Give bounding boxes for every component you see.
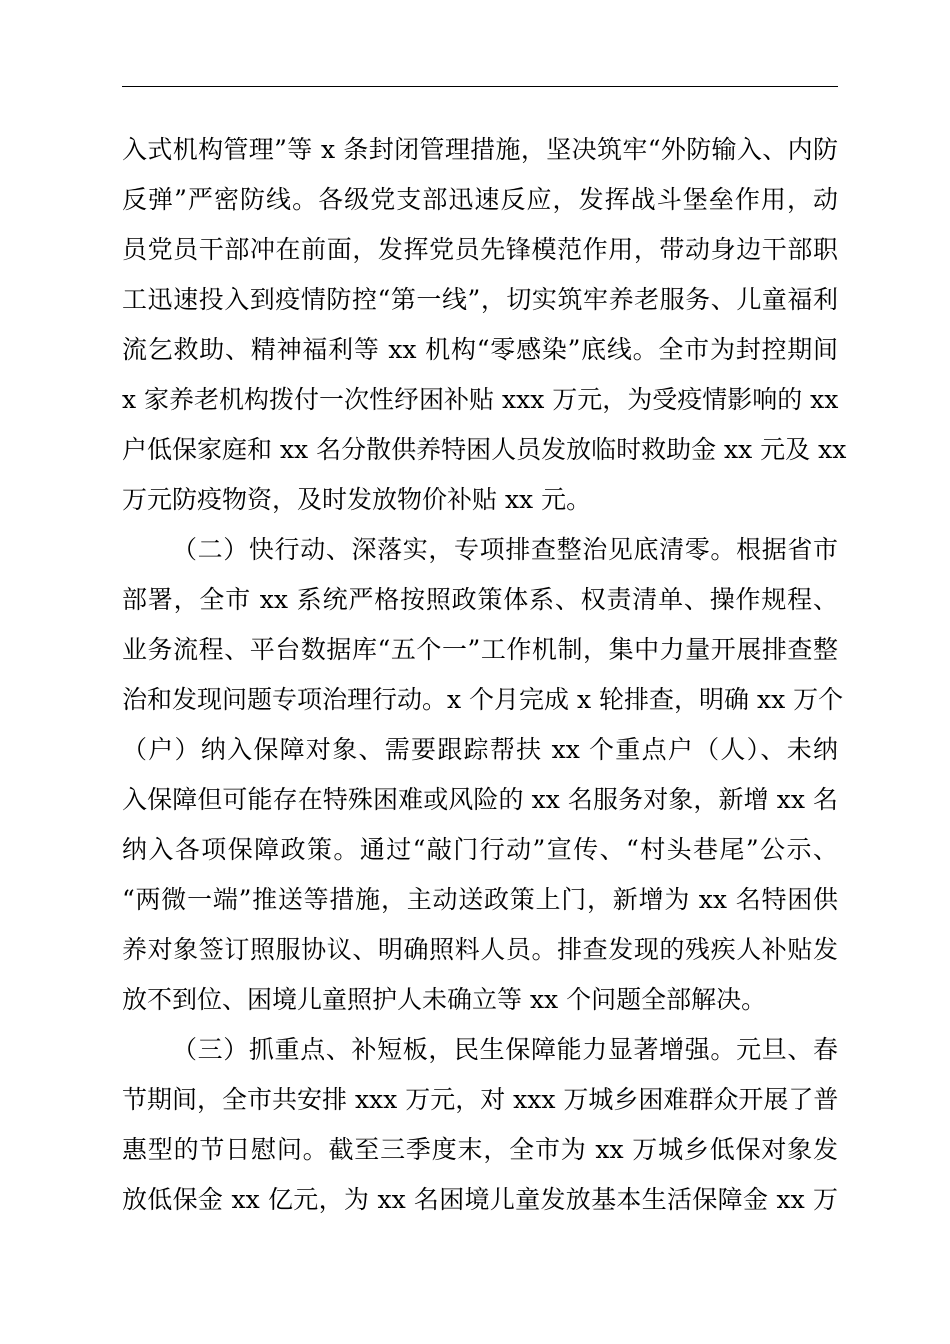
document-body [122, 125, 847, 1225]
section-heading-line: （二）快行动、深落实，专项排查整治见底清零。根据省市 [172, 535, 838, 564]
text-line: 养对象签订照服协议、明确照料人员。排查发现的残疾人补贴发 [122, 935, 838, 964]
text-line: 工迅速投入到疫情防控“第一线”，切实筑牢养老服务、儿童福利 [122, 285, 838, 314]
text-line: “两微一端”推送等措施，主动送政策上门，新增为 xx 名特困供 [122, 885, 838, 914]
text-line: 纳入各项保障政策。通过“敲门行动”宣传、“村头巷尾”公示、 [122, 835, 838, 864]
text-line: 惠型的节日慰问。截至三季度末，全市为 xx 万城乡低保对象发 [122, 1135, 838, 1164]
text-line: 放不到位、困境儿童照护人未确立等 xx 个问题全部解决。 [122, 985, 767, 1014]
text-line: 治和发现问题专项治理行动。x 个月完成 x 轮排查，明确 xx 万个 [122, 685, 844, 714]
text-line: 员党员干部冲在前面，发挥党员先锋模范作用，带动身边干部职 [122, 235, 838, 264]
text-line: 入式机构管理”等 x 条封闭管理措施，坚决筑牢“外防输入、内防 [122, 135, 838, 164]
text-line: 放低保金 xx 亿元，为 xx 名困境儿童发放基本生活保障金 xx 万 [122, 1185, 838, 1214]
text-line: 业务流程、平台数据库“五个一”工作机制，集中力量开展排查整 [122, 635, 838, 664]
text-line: 户低保家庭和 xx 名分散供养特困人员发放临时救助金 xx 元及 xx [122, 435, 847, 464]
text-line: 部署，全市 xx 系统严格按照政策体系、权责清单、操作规程、 [122, 585, 838, 614]
text-line: x 家养老机构拨付一次性纾困补贴 xxx 万元，为受疫情影响的 xx [122, 385, 839, 414]
text-line: 入保障但可能存在特殊困难或风险的 xx 名服务对象，新增 xx 名 [122, 785, 838, 814]
paragraph-3 [122, 1025, 838, 1225]
paragraph-2 [122, 525, 844, 1025]
header-rule [122, 86, 838, 87]
text-line: 反弹”严密防线。各级党支部迅速反应，发挥战斗堡垒作用，动 [122, 185, 838, 214]
text-line: 节期间，全市共安排 xxx 万元，对 xxx 万城乡困难群众开展了普 [122, 1085, 839, 1114]
text-line: （户）纳入保障对象、需要跟踪帮扶 xx 个重点户（人）、未纳 [122, 735, 838, 764]
text-line: 万元防疫物资，及时发放物价补贴 xx 元。 [122, 485, 592, 514]
section-heading-line: （三）抓重点、补短板，民生保障能力显著增强。元旦、春 [172, 1035, 838, 1064]
text-line: 流乞救助、精神福利等 xx 机构“零感染”底线。全市为封控期间 [122, 335, 838, 364]
paragraph-1 [122, 125, 847, 525]
